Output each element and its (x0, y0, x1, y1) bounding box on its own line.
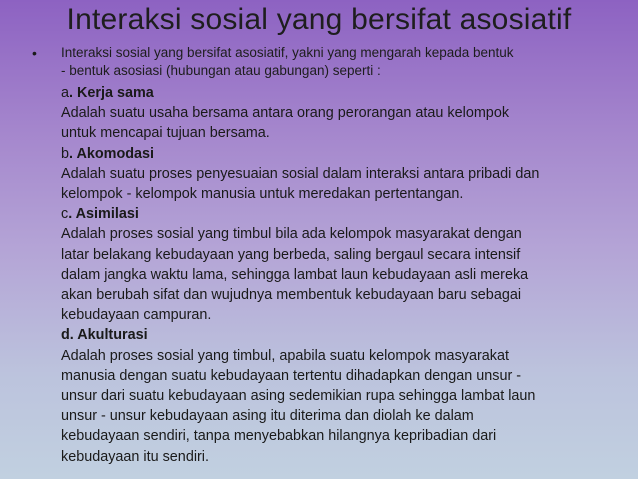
section-text-line: kebudayaan sendiri, tanpa menyebabkan hilangnya kepribadian dari (61, 428, 497, 445)
intro-line: - bentuk asosiasi (hubungan atau gabungan) seperti : (61, 63, 381, 78)
section-heading-akulturasi (61, 325, 621, 345)
section-heading-asimilasi (61, 204, 621, 224)
section-text-line: kebudayaan itu sendiri. (61, 448, 210, 465)
section-text-line: Adalah proses sosial yang timbul bila ada kelompok masyarakat dengan (61, 226, 522, 243)
section-text-line: latar belakang kebudayaan yang berbeda, saling bergaul secara intensif (61, 246, 521, 263)
bullet-marker: • (32, 45, 37, 61)
intro-line: Interaksi sosial yang bersifat asosiatif, yakni yang mengarah kepada bentuk (61, 45, 514, 60)
section-text-line: manusia dengan suatu kebudayaan tertentu dihadapkan dengan unsur - (61, 367, 522, 384)
section-list (61, 83, 621, 467)
intro-text (61, 44, 621, 80)
section-heading-label: . Akomodasi (69, 145, 155, 162)
section-text-line: kelompok - kelompok manusia untuk meredakan pertentangan. (61, 186, 464, 203)
section-text-line: unsur dari suatu kebudayaan asing sedemikian rupa sehingga lambat laun (61, 388, 536, 405)
section-heading-prefix: a (61, 85, 70, 101)
section-heading-prefix: b (61, 145, 70, 162)
slide-title: Interaksi sosial yang bersifat asosiatif (66, 3, 572, 36)
section-text-line: kebudayaan campuran. (61, 307, 212, 324)
section-heading-prefix: c (61, 206, 69, 223)
section-heading-label: . Kerja sama (69, 85, 154, 101)
section-text-line: untuk mencapai tujuan bersama. (61, 125, 270, 142)
section-heading-kerja-sama (61, 83, 621, 103)
section-text-line: akan berubah sifat dan wujudnya membentuk kebudayaan baru sebagai (61, 287, 522, 304)
section-heading-label: . Asimilasi (68, 206, 139, 223)
section-text-line: dalam jangka waktu lama, sehingga lambat laun kebudayaan asli mereka (61, 266, 529, 283)
section-heading-label: d. Akulturasi (61, 327, 148, 344)
section-text-line: Adalah suatu proses penyesuaian sosial dalam interaksi antara pribadi dan (61, 165, 540, 182)
section-text-line: Adalah suatu usaha bersama antara orang perorangan atau kelompok (61, 105, 510, 122)
section-text-line: unsur - unsur kebudayaan asing itu diterima dan diolah ke dalam (61, 408, 474, 425)
section-heading-akomodasi (61, 144, 621, 164)
section-text-line: Adalah proses sosial yang timbul, apabila suatu kelompok masyarakat (61, 347, 509, 364)
